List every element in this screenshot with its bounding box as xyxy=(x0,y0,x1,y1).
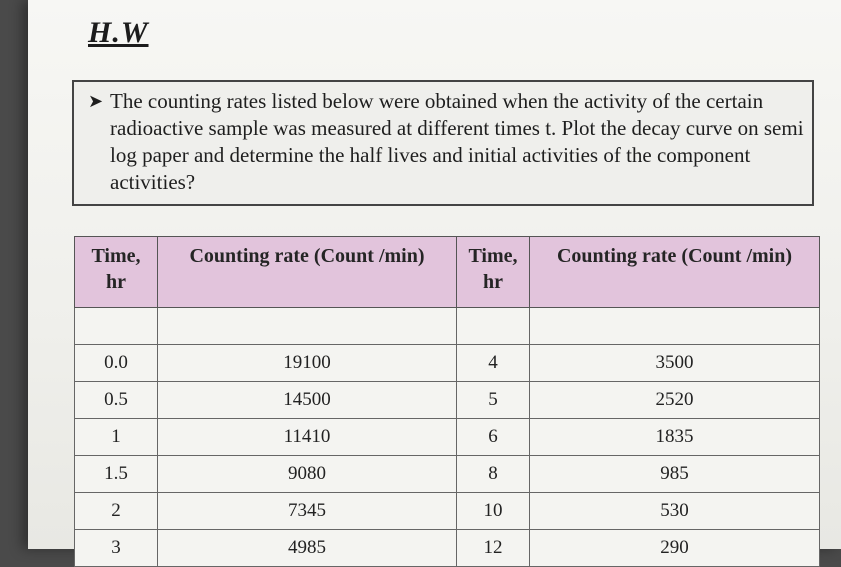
table-cell: 2 xyxy=(75,493,158,530)
table-cell: 10 xyxy=(457,493,530,530)
table-row xyxy=(75,419,820,456)
spacer-cell xyxy=(158,308,457,345)
table-cell: 290 xyxy=(530,530,820,567)
table-cell: 14500 xyxy=(158,382,457,419)
problem-text: The counting rates listed below were obtained when the activity of the certain radioactive sample was measured at different times t. Plot the decay curve on semi log paper and determine the half lives and initial activities of the component activities? xyxy=(110,89,804,194)
table-row xyxy=(75,493,820,530)
table-row xyxy=(75,345,820,382)
table-row xyxy=(75,530,820,567)
table-cell: 12 xyxy=(457,530,530,567)
data-table-container xyxy=(74,236,820,567)
header-time-1: Time, hr xyxy=(75,237,158,308)
table-cell: 4985 xyxy=(158,530,457,567)
table-cell: 3500 xyxy=(530,345,820,382)
table-cell: 0.0 xyxy=(75,345,158,382)
spacer-cell xyxy=(530,308,820,345)
table-row xyxy=(75,382,820,419)
table-cell: 5 xyxy=(457,382,530,419)
table-row xyxy=(75,456,820,493)
problem-statement xyxy=(88,88,804,196)
counting-rate-table xyxy=(74,236,820,567)
table-cell: 1 xyxy=(75,419,158,456)
header-rate-1: Counting rate (Count /min) xyxy=(158,237,457,308)
table-cell: 530 xyxy=(530,493,820,530)
spacer-cell xyxy=(75,308,158,345)
problem-box xyxy=(72,80,814,206)
table-cell: 3 xyxy=(75,530,158,567)
table-header-row xyxy=(75,237,820,308)
table-cell: 1.5 xyxy=(75,456,158,493)
table-cell: 2520 xyxy=(530,382,820,419)
spacer-cell xyxy=(457,308,530,345)
header-rate-2: Counting rate (Count /min) xyxy=(530,237,820,308)
table-cell: 9080 xyxy=(158,456,457,493)
table-cell: 6 xyxy=(457,419,530,456)
table-cell: 8 xyxy=(457,456,530,493)
table-cell: 0.5 xyxy=(75,382,158,419)
paper-page xyxy=(28,0,841,558)
header-time-2: Time, hr xyxy=(457,237,530,308)
table-cell: 11410 xyxy=(158,419,457,456)
spacer-row xyxy=(75,308,820,345)
table-cell: 985 xyxy=(530,456,820,493)
table-cell: 4 xyxy=(457,345,530,382)
table-cell: 7345 xyxy=(158,493,457,530)
table-cell: 19100 xyxy=(158,345,457,382)
arrow-bullet-icon: ➤ xyxy=(88,91,104,111)
table-cell: 1835 xyxy=(530,419,820,456)
homework-heading: H.W xyxy=(88,16,149,49)
